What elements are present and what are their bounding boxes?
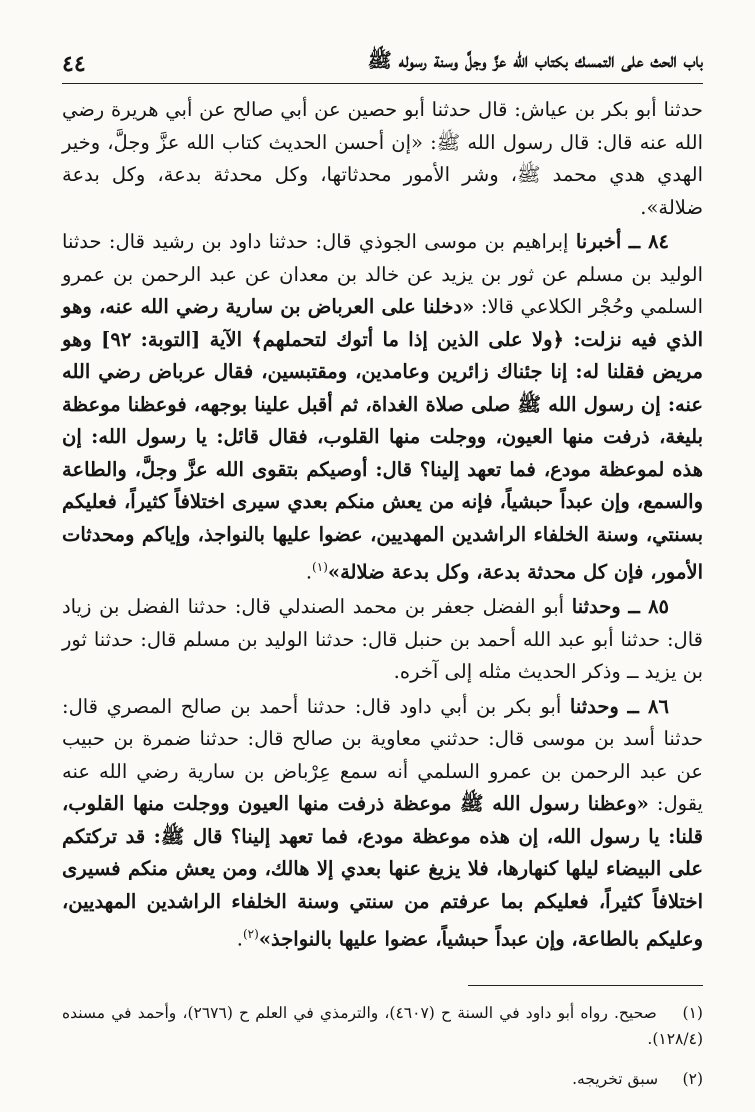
running-title: باب الحث على التمسك بكتاب الله عزَّ وجلَّ وسنة رسوله ﷺ [367, 48, 703, 72]
hadith-number: ٨٤ ــ [628, 230, 670, 253]
page-number: ٤٤ [62, 51, 86, 77]
matn-text: «وعظنا رسول الله ﷺ موعظة ذرفت منها العيون ووجلت منها القلوب، قلنا: يا رسول الله، إن هذه موعظة مودع، فما تعهد إلينا؟ قال ﷺ: قد تركتكم على البيضاء ليلها كنهارها، فلا يزيغ عنها بعدي إلا هالك، ومن يعش منكم فسيرى اختلافاً كثيراً، فعليكم بما عرفتم من سنتي وسنة الخلفاء الراشدين المهديين، وعليكم بالطاعة، وإن عبداً حبشياً، عضوا عليها بالنواجذ» [62, 792, 703, 951]
isnad-text: أبو الفضل جعفر بن محمد الصندلي قال: حدثنا الفضل بن زياد قال: حدثنا أبو عبد الله أحمد بن حنبل قال: حدثنا الوليد بن مسلم قال: حدثنا ثور بن يزيد ــ وذكر الحديث مثله إلى آخره. [62, 595, 703, 683]
footnote-ref: (٢) [242, 927, 259, 941]
hadith-86: ٨٦ ــ وحدثنا أبو بكر بن أبي داود قال: حدثنا أحمد بن صالح المصري قال: حدثنا أسد بن موسى قال: حدثني معاوية بن صالح قال: حدثنا ضمرة بن حبيب عن عبد الرحمن بن عمرو السلمي أنه سمع عِرْباض بن سارية رضي الله عنه يقول: «وعظنا رسول الله ﷺ موعظة ذرفت منها العيون ووجلت منها القلوب، قلنا: يا رسول الله، إن هذه موعظة مودع، فما تعهد إلينا؟ قال ﷺ: قد تركتكم على البيضاء ليلها كنهارها، فلا يزيغ عنها بعدي إلا هالك، ومن يعش منكم فسيرى اختلافاً كثيراً، فعليكم بما عرفتم من سنتي وسنة الخلفاء الراشدين المهديين، وعليكم بالطاعة، وإن عبداً حبشياً، عضوا عليها بالنواجذ»$^{(٢)}$. [62, 694, 703, 951]
narration-keyword: وحدثنا [571, 595, 621, 618]
hadith-text: حدثنا أبو بكر بن عياش: قال حدثنا أبو حصين عن أبي صالح عن أبي هريرة رضي الله عنه قال: قال رسول الله ﷺ: «إن أحسن الحديث كتاب الله عزَّ وجلَّ، وخير الهدي هدي محمد ﷺ، وشر الأمور محدثاتها، وكل محدثة بدعة، وكل بدعة ضلالة». [62, 98, 703, 219]
footnote-number: (٢) [682, 1070, 703, 1088]
narration-keyword: وحدثنا [569, 694, 619, 718]
hadith-number: ٨٥ ــ [628, 595, 670, 618]
narration-keyword: أخبرنا [575, 230, 622, 253]
paragraph-83-continued [62, 94, 703, 224]
footnote-1 [62, 1000, 703, 1052]
footnotes [62, 985, 703, 1106]
footnote-number: (١) [682, 1004, 703, 1022]
footnote-2 [62, 1066, 703, 1092]
hadith-84: ٨٤ ــ أخبرنا إبراهيم بن موسى الجوذي قال: حدثنا داود بن رشيد قال: حدثنا الوليد بن مسلم عن ثور بن يزيد عن خالد بن معدان عن عبد الرحمن بن عمرو السلمي وحُجْر الكلاعي قالا: «دخلنا على العرباض بن سارية رضي الله عنه، وهو الذي فيه نزلت: ﴿ولا على الذين إذا ما أتوك لتحملهم﴾ الآية [التوبة: ٩٢] وهو مريض فقلنا له: إنا جئناك زائرين وعامدين، ومقتبسين، فقال عرباض رضي الله عنه: إن رسول الله ﷺ صلى صلاة الغداة، ثم أقبل علينا بوجهه، فوعظنا موعظة بليغة، ذرفت منها العيون، ووجلت منها القلوب، فقال قائل: يا رسول الله: إن هذه لموعظة مودع، فما تعهد إلينا؟ قال: أوصيكم بتقوى الله عزَّ وجلَّ، والطاعة والسمع، وإن عبداً حبشياً، فإنه من يعش منكم بعدي سيرى اختلافاً كثيراً، فعليكم بسنتي، وسنة الخلفاء الراشدين المهديين، عضوا عليها بالنواجذ، وإياكم ومحدثات الأمور، فإن كل محدثة بدعة، وكل بدعة ضلالة»$^{(١)}$. [62, 230, 703, 584]
matn-text: «دخلنا على العرباض بن سارية رضي الله عنه، وهو الذي فيه نزلت: ﴿ولا على الذين إذا ما أتوك لتحملهم﴾ الآية [التوبة: ٩٢] وهو مريض فقلنا له: إنا جئناك زائرين وعامدين، ومقتبسين، فقال عرباض رضي الله عنه: إن رسول الله ﷺ صلى صلاة الغداة، ثم أقبل علينا بوجهه، فوعظنا موعظة بليغة، ذرفت منها العيون، ووجلت منها القلوب، فقال قائل: يا رسول الله: إن هذه لموعظة مودع، فما تعهد إلينا؟ قال: أوصيكم بتقوى الله عزَّ وجلَّ، والطاعة والسمع، وإن عبداً حبشياً، فإنه من يعش منكم بعدي سيرى اختلافاً كثيراً، فعليكم بسنتي، وسنة الخلفاء الراشدين المهديين، عضوا عليها بالنواجذ، وإياكم ومحدثات الأمور، فإن كل محدثة بدعة، وكل بدعة ضلالة» [62, 295, 703, 584]
main-text [62, 94, 703, 956]
footnote-text: سبق تخريجه. [572, 1070, 659, 1088]
footnote-text: صحيح. رواه أبو داود في السنة ح (٤٦٠٧)، والترمذي في العلم ح (٢٦٧٦)، وأحمد في مسنده (١٢٨/٤). [62, 1004, 703, 1048]
footnote-divider [468, 985, 703, 986]
hadith-85 [62, 591, 703, 689]
isnad-text: إبراهيم بن موسى الجوذي قال: حدثنا داود بن رشيد قال: حدثنا الوليد بن مسلم عن ثور بن يزيد عن خالد بن معدان عن عبد الرحمن بن عمرو السلمي وحُجْر الكلاعي قالا: [62, 230, 703, 318]
footnote-ref: (١) [312, 560, 328, 574]
isnad-text: أبو بكر بن أبي داود قال: حدثنا أحمد بن صالح المصري قال: حدثنا أسد بن موسى قال: حدثني معاوية بن صالح قال: حدثنا ضمرة بن حبيب عن عبد الرحمن بن عمرو السلمي أنه سمع عِرْباض بن سارية رضي الله عنه يقول: [62, 694, 703, 815]
hadith-number: ٨٦ ــ [627, 694, 669, 718]
page-header [62, 48, 703, 84]
